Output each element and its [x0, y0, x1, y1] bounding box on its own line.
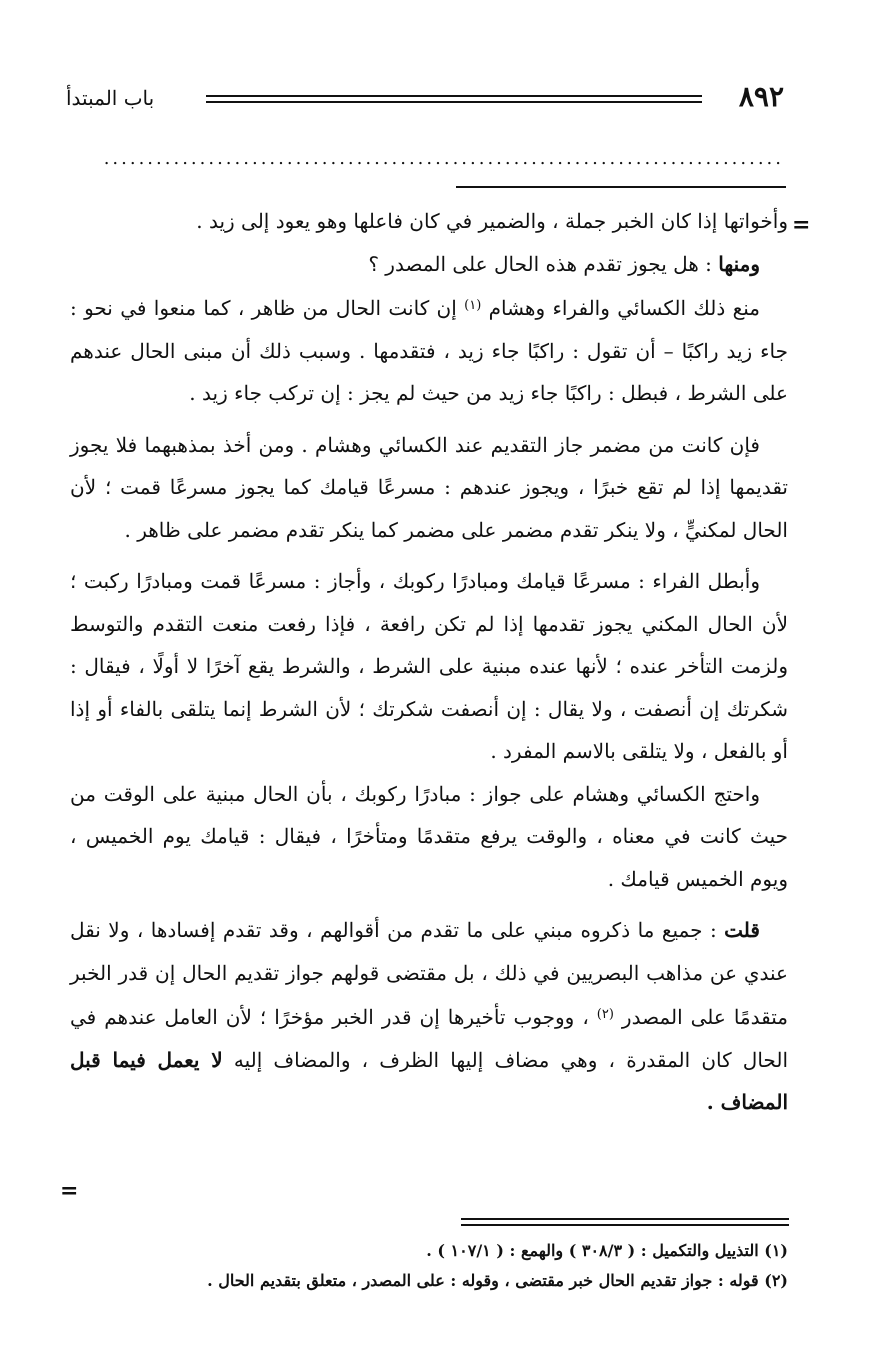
footnote-ref: (١) [464, 298, 482, 313]
bold-text-run: ومنها [718, 251, 760, 276]
paragraph [70, 909, 788, 1124]
paragraph [70, 773, 788, 901]
header-double-rule [206, 95, 702, 103]
continuation-rule [456, 186, 786, 188]
continuation-mark-top: = [792, 212, 811, 238]
bold-text-run: لا يعمل فيما قبل المضاف . [70, 1047, 788, 1114]
paragraph [70, 424, 788, 552]
bold-text-run: قلت [724, 918, 760, 942]
footnotes [70, 1236, 788, 1296]
paragraph [70, 200, 788, 243]
text-run: واحتج الكسائي وهشام على جواز : مبادرًا ركوبك ، بأن الحال مبنية على الوقت من حيث كانت في معناه ، والوقت يرفع متقدمًا ومتأخرًا ، فيقال : قيامك يوم الخميس ، ويوم الخميس قيامك . [70, 781, 788, 891]
paragraph [70, 285, 788, 415]
footnote-2: (٢) قوله : جواز تقديم الحال خبر مقتضى ، وقوله : على المصدر ، متعلق بتقديم الحال . [207, 1271, 788, 1290]
paragraph [70, 243, 788, 286]
text-run: وأبطل الفراء : مسرعًا قيامك ومبادرًا ركوبك ، وأجاز : مسرعًا قمت ومبادرًا ركبت ؛ لأن الحال المكني يجوز تقدمها إذا لم تكن رافعة ، فإذا رفعت منعت التقدم والتوسط ولزمت التأخر عنده ؛ لأنها عنده مبنية على الشرط ، والشرط يقع آخرًا لا أولًا ، فيقال : شكرتك إن أنصفت ، ولا يقال : إن أنصفت شكرتك ؛ لأن الشرط إنما يتلقى بالفاء أو إذا أو بالفعل ، ولا يتلقى بالاسم المفرد . [70, 569, 789, 763]
text-run: إن كانت الحال من ظاهر ، كما منعوا في نحو : جاء زيد راكبًا – أن تقول : راكبًا جاء زيد ، فتقدمها . وسبب ذلك أن مبنى الحال عندهم على الشرط ، فبطل : راكبًا جاء زيد من حيث لم يجز : إن تركب جاء زيد . [70, 296, 788, 405]
chapter-title: باب المبتدأ [66, 86, 155, 110]
paragraph [70, 560, 788, 773]
text-run: : جميع ما ذكروه مبني على ما تقدم من أقوالهم ، وقد تقدم إفسادها ، ولا نقل عندي عن مذاهب البصريين في ذلك ، بل مقتضى قولهم جواز تقديم الحال إن قدر الخبر متقدمًا على المصدر [70, 918, 789, 1029]
continuation-mark-bottom: = [60, 1178, 79, 1204]
text-run: فإن كانت من مضمر جاز التقديم عند الكسائي وهشام . ومن أخذ بمذهبهما فلا يجوز تقديمها إذا لم تقع خبرًا ، ويجوز عندهم : مسرعًا قيامك كما يجوز مسرعًا قمت ؛ لأن الحال لمكنيٍّ ، ولا ينكر تقدم مضمر على مضمر كما ينكر تقدم مضمر على ظاهر . [70, 432, 788, 542]
footnote-double-rule [461, 1218, 789, 1226]
footnote-1: (١) التذييل والتكميل : ( ٣٠٨/٣ ) والهمع : ( ١٠٧/١ ) . [426, 1241, 788, 1260]
text-run: منع ذلك الكسائي والفراء وهشام [481, 296, 760, 320]
page-number: ٨٩٢ [738, 80, 784, 113]
dotted-separator: .............................................................................. [103, 148, 784, 169]
text-run: ، ووجوب تأخيرها إن قدر الخبر مؤخرًا ؛ لأن العامل عندهم في الحال كان المقدرة ، وهي مضاف إليها الظرف ، والمضاف إليه [70, 1005, 788, 1072]
page-header [66, 78, 784, 118]
text-run: وأخواتها إذا كان الخبر جملة ، والضمير في كان فاعلها وهو يعود إلى زيد . [196, 209, 788, 233]
footnote-ref: (٢) [596, 1007, 614, 1022]
main-text [70, 200, 788, 1124]
text-run: : هل يجوز تقدم هذه الحال على المصدر ؟ [368, 251, 719, 276]
